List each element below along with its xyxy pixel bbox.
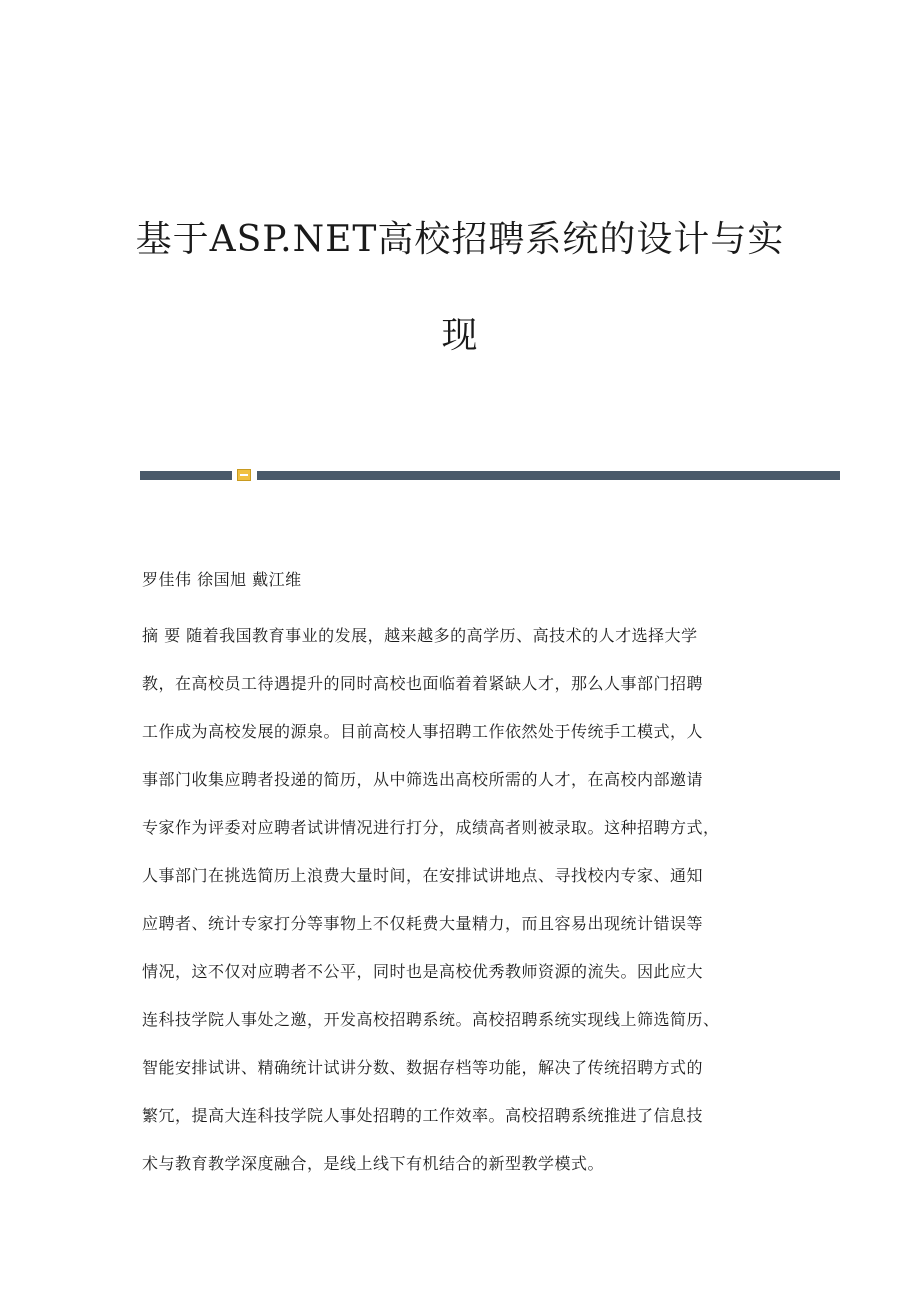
abstract-line: 教，在高校员工待遇提升的同时高校也面临着着紧缺人才，那么人事部门招聘 bbox=[142, 674, 704, 693]
abstract-line: 专家作为评委对应聘者试讲情况进行打分，成绩高者则被录取。这种招聘方式， bbox=[142, 818, 720, 837]
abstract-line: 人事部门在挑选简历上浪费大量时间，在安排试讲地点、寻找校内专家、通知 bbox=[142, 866, 704, 885]
document-title: 基于ASP.NET高校招聘系统的设计与实 bbox=[135, 219, 785, 260]
divider-right-segment bbox=[257, 471, 840, 480]
divider-ornament-icon bbox=[237, 469, 251, 481]
abstract-line: 事部门收集应聘者投递的简历，从中筛选出高校所需的人才，在高校内部邀请 bbox=[142, 770, 704, 789]
abstract-line: 连科技学院人事处之邀，开发高校招聘系统。高校招聘系统实现线上筛选简历、 bbox=[142, 1010, 720, 1029]
abstract-line: 应聘者、统计专家打分等事物上不仅耗费大量精力，而且容易出现统计错误等 bbox=[142, 914, 704, 933]
abstract-line: 情况，这不仅对应聘者不公平，同时也是高校优秀教师资源的流失。因此应大 bbox=[142, 962, 704, 981]
title-divider bbox=[140, 471, 840, 480]
abstract-line: 繁冗，提高大连科技学院人事处招聘的工作效率。高校招聘系统推进了信息技 bbox=[142, 1106, 704, 1125]
abstract-line: 摘 要 随着我国教育事业的发展，越来越多的高学历、高技术的人才选择大学 bbox=[142, 626, 698, 645]
authors: 罗佳伟 徐国旭 戴江维 bbox=[142, 570, 302, 589]
abstract-line: 工作成为高校发展的源泉。目前高校人事招聘工作依然处于传统手工模式，人 bbox=[142, 722, 704, 741]
abstract-line: 术与教育教学深度融合，是线上线下有机结合的新型教学模式。 bbox=[142, 1154, 605, 1173]
divider-left-segment bbox=[140, 471, 232, 480]
abstract bbox=[142, 620, 782, 1196]
abstract-line: 智能安排试讲、精确统计试讲分数、数据存档等功能，解决了传统招聘方式的 bbox=[142, 1058, 704, 1077]
document-title-continued: 现 bbox=[441, 315, 479, 356]
